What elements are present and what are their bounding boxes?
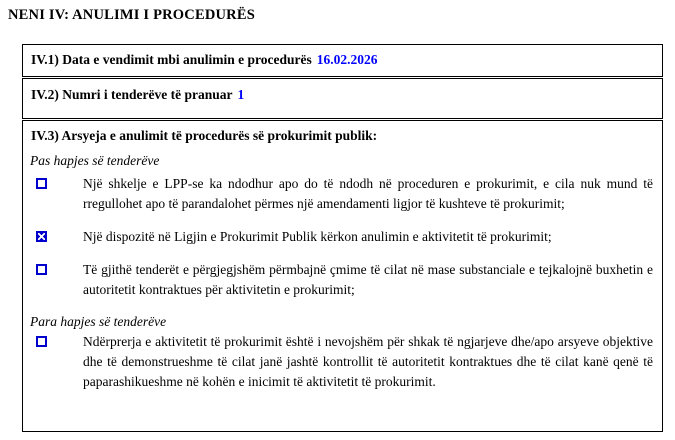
row-cancellation-reason <box>22 120 663 432</box>
reason-text-interruption-objective: Ndërprerja e aktivitetit të prokurimit është i nevojshëm për shkak të ngjarjeve dhe/apo arsyeve objektive dhe të demonstrueshme të cilat janë jashtë kontrollit të autoritetit kontraktues dhe të cilat kanë qenë të paparashikueshme në kohën e inicimit të aktivitetit të prokurimit. <box>83 334 653 389</box>
row-tenders-received <box>22 78 663 119</box>
decision-date-value: 16.02.2026 <box>316 52 378 67</box>
reason-item-law-provision <box>30 227 654 247</box>
checkbox-lpp-violation[interactable] <box>36 178 47 189</box>
cancellation-form-table <box>22 44 663 432</box>
reason-text-lpp-violation: Një shkelje e LPP-se ka ndodhur apo do të ndodh në proceduren e prokurimit, e cila nuk mund të rregullohet apo të parandalohet përmes një amendamenti ligjor të kushteve të prokurimit; <box>83 176 653 211</box>
reason-item-prices-exceed-budget <box>30 260 654 300</box>
group-heading-after-opening: Pas hapjes së tenderëve <box>30 153 160 168</box>
row-decision-date <box>22 44 663 77</box>
reason-item-lpp-violation <box>30 174 654 214</box>
tenders-received-label: IV.2) Numri i tenderëve të pranuar <box>31 87 233 102</box>
reason-text-prices-exceed-budget: Të gjithë tenderët e përgjegjshëm përmbajnë çmime të cilat në mase substanciale e tejkalojnë buxhetin e autoritetit kontraktues për aktivitetin e prokurimit; <box>83 262 653 297</box>
section-title: NENI IV: ANULIMI I PROCEDURËS <box>8 7 255 23</box>
tenders-received-value: 1 <box>237 87 245 102</box>
reason-item-interruption-objective <box>30 332 654 392</box>
checkbox-law-provision[interactable] <box>36 231 47 242</box>
reason-text-law-provision: Një dispozitë në Ligjin e Prokurimit Publik kërkon anulimin e aktivitetit të prokurimit; <box>83 229 552 244</box>
checkbox-prices-exceed-budget[interactable] <box>36 264 47 275</box>
decision-date-label: IV.1) Data e vendimit mbi anulimin e procedurës <box>31 52 312 67</box>
checkbox-interruption-objective[interactable] <box>36 336 47 347</box>
group-heading-before-opening: Para hapjes së tenderëve <box>30 314 167 329</box>
cancellation-reason-heading: IV.3) Arsyeja e anulimit të procedurës së prokurimit publik: <box>31 128 378 143</box>
